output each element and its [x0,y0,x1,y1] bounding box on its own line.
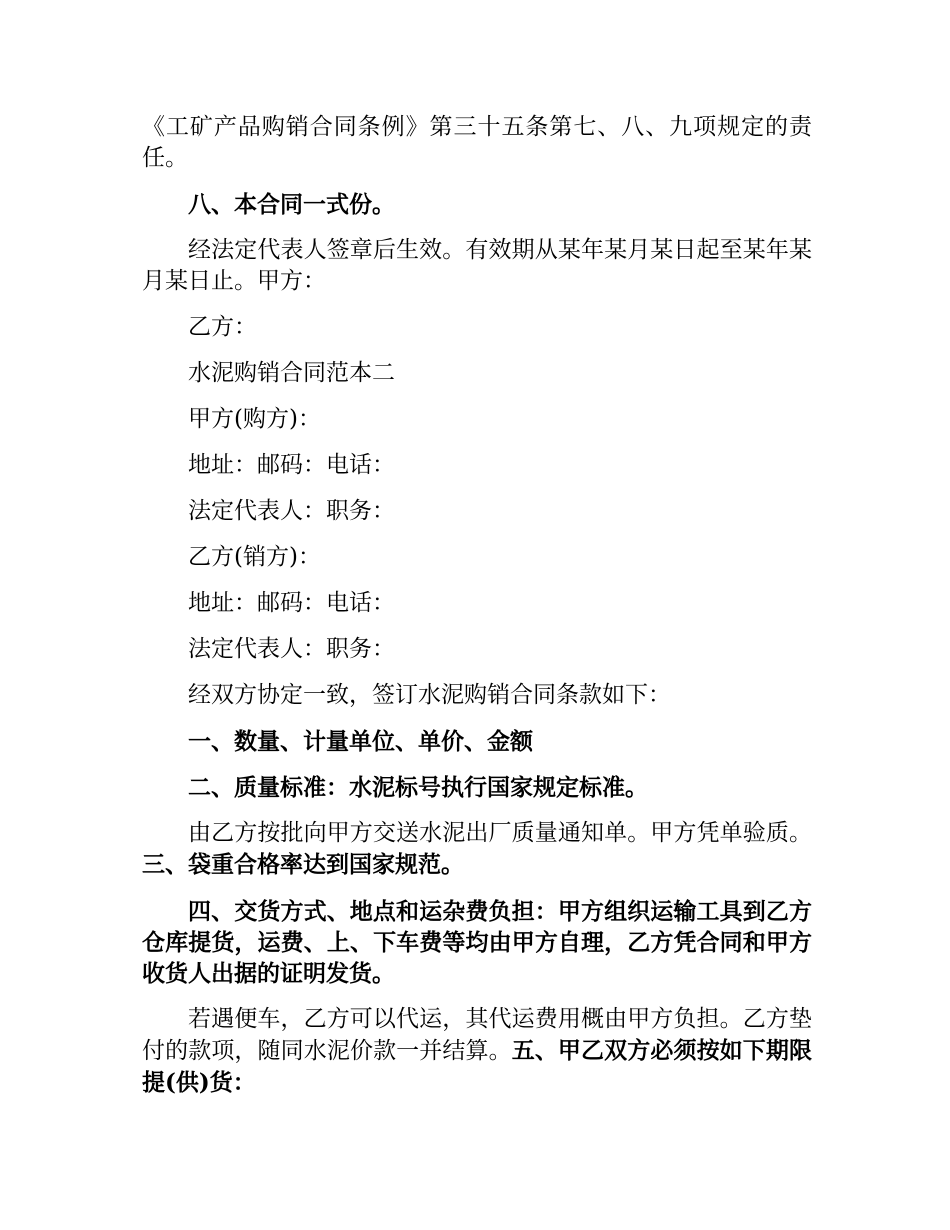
paragraph-transport: 若遇便车，乙方可以代运，其代运费用概由甲方负担。乙方垫付的款项，随同水泥价款一并结算。五、甲乙双方必须按如下期限提(供)货： [142,1006,813,1096]
paragraph-liability-reference: 《工矿产品购销合同条例》第三十五条第七、八、九项规定的责任。 [142,114,812,171]
party-b-representative-line: 法定代表人：职务： [188,636,395,662]
document-page [142,112,812,1114]
party-b-signature-line: 乙方： [188,314,257,340]
clause-4-delivery: 四、交货方式、地点和运杂费负担：甲方组织运输工具到乙方仓库提货，运费、上、下车费等均由甲方自理，乙方凭合同和甲方收货人出据的证明发货。 [142,898,812,987]
paragraph-validity: 经法定代表人签章后生效。有效期从某年某月某日起至某年某月某日止。甲方： [142,237,812,294]
clause-5-heading: 五、甲乙双方必须按如下期限提(供)货： [142,1037,813,1096]
paragraph-agreement-intro: 经双方协定一致，签订水泥购销合同条款如下： [188,682,671,708]
clause-3-heading: 三、袋重合格率达到国家规范。 [142,851,464,878]
party-a-label: 甲方(购方)： [188,406,321,432]
clause-1-heading: 一、数量、计量单位、单价、金额 [188,728,533,755]
clause-2-heading: 二、质量标准：水泥标号执行国家规定标准。 [188,774,648,801]
party-b-address-line: 地址：邮码：电话： [188,590,395,616]
party-b-label: 乙方(销方)： [188,544,321,570]
party-a-representative-line: 法定代表人：职务： [188,498,395,524]
paragraph-quality-notice: 由乙方按批向甲方交送水泥出厂质量通知单。甲方凭单验质。三、袋重合格率达到国家规范。 [142,820,812,878]
clause-8-heading: 八、本合同一式份。 [188,191,395,218]
party-a-address-line: 地址：邮码：电话： [188,452,395,478]
contract-template-title: 水泥购销合同范本二 [188,360,395,386]
